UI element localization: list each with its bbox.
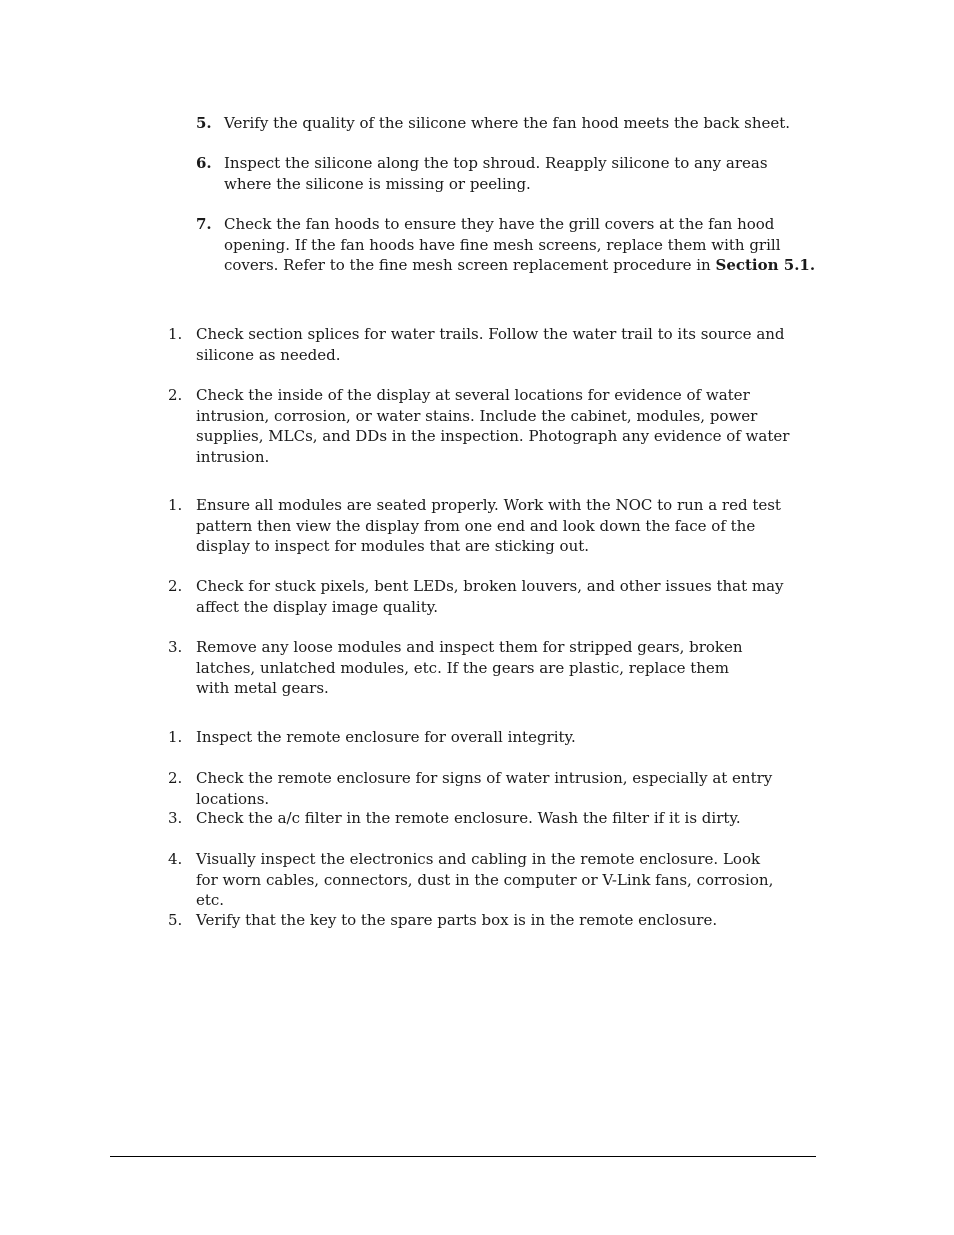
item-text: Check the fan hoods to ensure they have the grill covers at the fan hood opening. If the fan hoods have fine mesh screens, replace them with grill covers. Refer to the fine mesh screen replacement procedure in Section 5.1. <box>224 215 816 274</box>
item-text: Remove any loose modules and inspect them for stripped gears, broken latches, unlatched modules, etc. If the gears are plastic, replace them with metal gears. <box>196 638 743 697</box>
item-text: Check for stuck pixels, bent LEDs, broken louvers, and other issues that may affect the display image quality. <box>196 577 784 616</box>
item-number: 4. <box>168 850 183 868</box>
item-text: Check section splices for water trails. Follow the water trail to its source and silicone as needed. <box>196 325 785 364</box>
item-number: 3. <box>168 809 183 827</box>
item-text: Ensure all modules are seated properly. Work with the NOC to run a red test pattern then view the display from one end and look down the face of the display to inspect for modules that are sticking out. <box>196 496 781 555</box>
item-number: 7. <box>196 215 212 233</box>
item-number: 5. <box>168 911 183 929</box>
item-text: Check the inside of the display at several locations for evidence of water intrusion, corrosion, or water stains. Include the cabinet, modules, power supplies, MLCs, and DDs in the inspection. Photograph any evidence of water intrusion. <box>196 386 790 466</box>
item-number: 1. <box>168 325 183 343</box>
item-text: Check the a/c filter in the remote enclosure. Wash the filter if it is dirty. <box>196 809 741 827</box>
item-number: 3. <box>168 638 183 656</box>
section-reference: Section 5.1. <box>715 256 816 274</box>
item-number: 5. <box>196 114 212 132</box>
item-number: 2. <box>168 769 183 787</box>
item-number: 2. <box>168 577 183 595</box>
item-number: 2. <box>168 386 183 404</box>
item-text: Inspect the remote enclosure for overall integrity. <box>196 728 576 746</box>
item-number: 1. <box>168 728 183 746</box>
item-text: Verify that the key to the spare parts box is in the remote enclosure. <box>196 911 718 929</box>
item-text: Check the remote enclosure for signs of water intrusion, especially at entry locations. <box>196 769 773 808</box>
item-text: Visually inspect the electronics and cabling in the remote enclosure. Look for worn cables, connectors, dust in the computer or V-Link fans, corrosion, etc. <box>196 850 774 909</box>
item-text: Verify the quality of the silicone where the fan hood meets the back sheet. <box>224 114 791 132</box>
footer-rule <box>110 1156 816 1157</box>
item-number: 1. <box>168 496 183 514</box>
item-number: 6. <box>196 154 212 172</box>
item-text: Inspect the silicone along the top shroud. Reapply silicone to any areas where the silicone is missing or peeling. <box>224 154 768 193</box>
